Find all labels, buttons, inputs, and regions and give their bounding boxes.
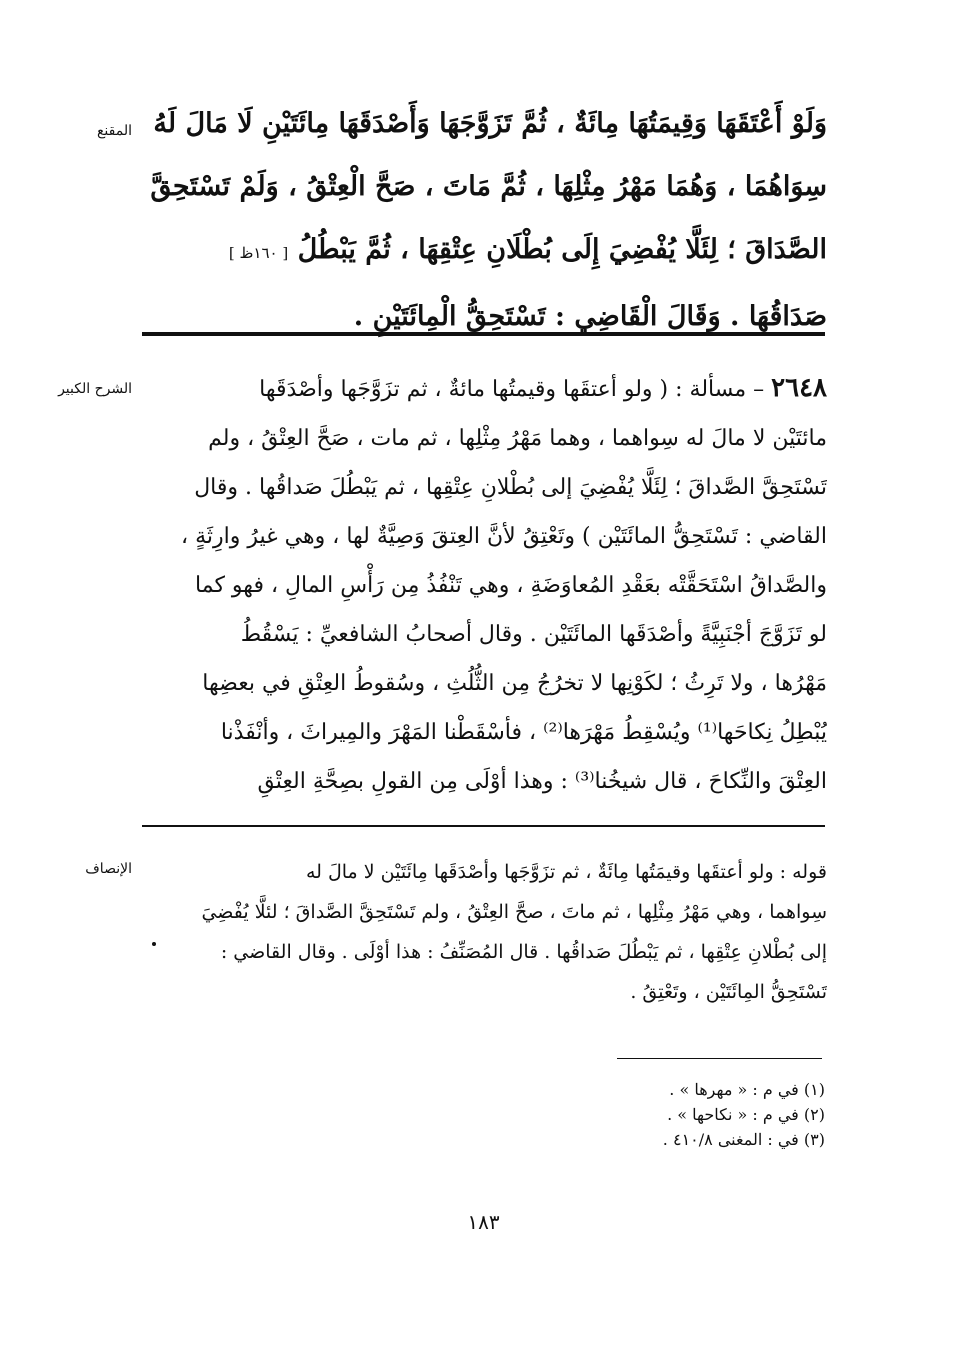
muqni-line: وَلَوْ أَعْتَقَهَا وَقِيمَتُهَا مِائَةٌ ، ثُمَّ تَزَوَّجَهَا وَأَصْدَقَهَا مِائَتَيْنِ لَا مَالَ لَهُ [153, 108, 827, 139]
sharh-line-text: – مسألة : ( ولو أعتقَها وقيمتُها مائةٌ ، ثم تزَوَّجَها وأصْدَقَها [259, 377, 765, 402]
footnote: (٣) في : المغنى ٤١٠/٨ . [662, 1130, 825, 1149]
ink-dot [152, 942, 156, 946]
sharh-line: مَهْرُها ، ولا تَرِثُ ؛ لكَوْنِها لا تخرُجُ مِن الثُّلُثِ ، وسُقوطُ العِتْقِ في بعضِها [202, 671, 827, 696]
footnote: (٢) في م : « نكاحها » . [667, 1105, 825, 1124]
sharh-line: تَسْتَحِقَّ الصَّداقَ ؛ لِئَلَّا يُفْضِيَ إلى بُطْلانِ عِتْقِها ، ثم يَبْطُلَ صَداقُها . وقال [194, 475, 827, 500]
sharh-line: لو تَزَوَّجَ أجْنَبِيَّةً وأصْدَقَها المائَتَيْن . وقال أصحابُ الشافعيِّ : يَسْقُطُ [240, 622, 827, 647]
issue-number: ٢٦٤٨ [771, 373, 827, 403]
section-label-insaf: الإنصاف [85, 861, 132, 877]
sharh-line [137, 364, 827, 414]
sharh-line: مائتَيْن لا مالَ له سِواهما ، وهما مَهْرُ مِثْلِها ، ثم مات ، صَحَّ العِتْقُ ، ولم [208, 426, 827, 451]
section-label-muqni: المقنع [96, 123, 132, 139]
insaf-text [137, 852, 827, 1012]
footnotes [525, 1077, 825, 1152]
sharh-line: والصَّداقُ اسْتَحَقَّتْه بعَقْدِ المُعاوَضَةِ ، وهي تَنْفُذُ مِن رَأْسِ المالِ ، فهو كما [195, 573, 827, 598]
sharh-line: يُبْطِلُ نِكاحَها⁽¹⁾ ويُسْقِطُ مَهْرَها⁽²⁾ ، فأسْقَطْنا المَهْرَ والمِيراثَ ، وأنْفَذْنا [220, 720, 827, 745]
section-divider-thick [142, 332, 825, 336]
muqni-line: صَدَاقُهَا . وَقَالَ الْقَاضِي : تَسْتَحِقُّ الْمِائَتَيْنِ . [353, 301, 827, 332]
muqni-line: سِوَاهُمَا ، وَهُمَا مَهْرُ مِثْلِهَا ، ثُمَّ مَاتَ ، صَحَّ الْعِتْقُ ، وَلَمْ تَسْتَحِقَّ [150, 171, 827, 202]
sharh-line: القاضي : تَسْتَحِقُّ المائَتَيْن ) وتَعْتِقُ لأنَّ العِتقَ وَصِيَّةٌ لها ، وهي غيرُ وارِثَةٍ ، [181, 524, 827, 549]
insaf-line: سِواهما ، وهي مَهْرُ مِثْلِها ، ثم ماتَ ، صحَّ العِتْقُ ، ولم تَسْتَحِقَّ الصَّداقَ ؛ لئلَّا يُفْضِيَ [201, 901, 827, 923]
footnote: (١) في م : « مهرها » . [669, 1080, 825, 1099]
insaf-line: قوله : ولو أعتقَها وقيمَتُها مِائَةٌ ، ثم تزَوَّجَها وأصْدَقَها مِائَتَيْن لا مالَ له [305, 861, 827, 883]
page-number: ١٨٣ [467, 1210, 500, 1234]
footnote-divider [617, 1058, 822, 1059]
sharh-line: العِتْقَ والنِّكاحَ ، قال شيخُنا⁽³⁾ : وهذا أوْلَى مِن القولِ بصِحَّةِ العِتْقِ [257, 769, 827, 794]
muqni-text [137, 92, 827, 348]
insaf-line: تَسْتَحِقُّ المِائَتَيْن ، وتَعْتِقُ . [630, 981, 827, 1003]
insaf-line: إلى بُطْلانِ عِتْقِها ، ثم يَبْطُلَ صَداقُها . قال المُصَنِّفُ : هذا أوْلَى . وقال القاضي : [220, 941, 827, 963]
section-label-sharh: الشرح الكبير [58, 381, 132, 397]
muqni-line-text: الصَّدَاقَ ؛ لِئَلَّا يُفْضِيَ إِلَى بُطْلَانِ عِتْقِهَا ، ثُمَّ يَبْطُلُ [297, 234, 827, 265]
sharh-text [137, 364, 827, 806]
muqni-line [137, 218, 827, 285]
folio-mark: [ ١٦٠ظ ] [228, 244, 289, 262]
section-divider-thin [142, 825, 825, 827]
